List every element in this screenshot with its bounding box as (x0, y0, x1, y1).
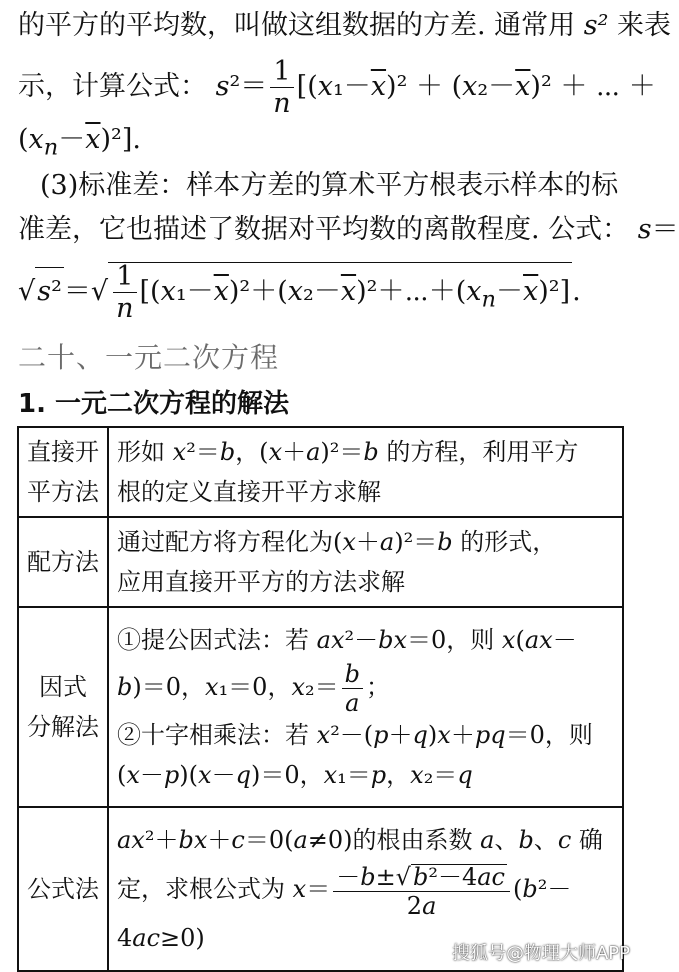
paragraph-text: (3)标准差：样本方差的算术平方根表示样本的标 (40, 170, 619, 201)
method-name: 配方法 (18, 517, 108, 607)
paragraph-text: 来表 (617, 10, 672, 41)
method-description: ax²＋bx＋c＝0(a≠0)的根由系数 a、b、c 确 定，求根公式为 x＝ $\frac{\text{－b±√b²－4ac}}{2a}$ (b²－ 4ac≥0) (108, 807, 623, 971)
method-description: ①提公因式法：若 ax²－bx＝0，则 x(ax－ b)＝0，x₁＝0，x₂＝ $\frac{b}{a}$ ； ②十字相乘法：若 x²－(p＋q)x＋pq＝0，则 (x－p)(x－q)＝0，x₁＝p，x₂＝q (108, 607, 623, 807)
paragraph-line-3 (18, 124, 141, 163)
paragraph-line-1 (18, 10, 671, 42)
stddev-symbol: s (637, 214, 652, 245)
paragraph-text: 示，计算公式： (18, 71, 207, 102)
variance-formula-end: $(x_n-\overline{x})^2$]. (18, 124, 141, 161)
paragraph-line-4 (40, 170, 618, 202)
table-row (18, 517, 623, 607)
section-title: 二十、一元二次方程 (18, 341, 280, 374)
method-description: 形如 x²＝b，(x＋a)²＝b 的方程，利用平方 根的定义直接开平方求解 (108, 427, 623, 517)
subsection-title: 1. 一元二次方程的解法 (18, 389, 290, 419)
quadratic-methods-table (17, 426, 624, 972)
paragraph-line-5: 准差，它也描述了数据对平均数的离散程度. 公式： s＝ (18, 214, 679, 245)
paragraph-line-2 (18, 58, 656, 117)
method-name: 因式 分解法 (18, 607, 108, 807)
paragraph-text: 的平方的平均数，叫做这组数据的方差. 通常用 (18, 10, 576, 41)
variance-symbol: s² (583, 10, 609, 41)
method-name: 直接开 平方法 (18, 427, 108, 517)
paragraph-text: 准差，它也描述了数据对平均数的离散程度. 公式： (18, 214, 630, 245)
stddev-formula: √s²＝√ $\frac{1}{n}$ $[(x_1-\overline{x})^2+(x_2-\overline{x})^2+\cdots+(x_n-\overline{x})^2]$. (18, 261, 581, 324)
watermark: 搜狐号@物理大师APP (451, 943, 630, 964)
paragraph-line-6 (18, 262, 581, 323)
table-row (18, 427, 623, 517)
method-description: 通过配方将方程化为(x＋a)²＝b 的形式， 应用直接开平方的方法求解 (108, 517, 623, 607)
table-row (18, 607, 623, 807)
variance-formula: s²＝ $\frac{1}{n}$ [$(x_1-\overline{x})^2 + (x_2-\overline{x})^2$ ＋ ⋯ ＋ (215, 56, 656, 119)
method-name: 公式法 (18, 807, 108, 971)
